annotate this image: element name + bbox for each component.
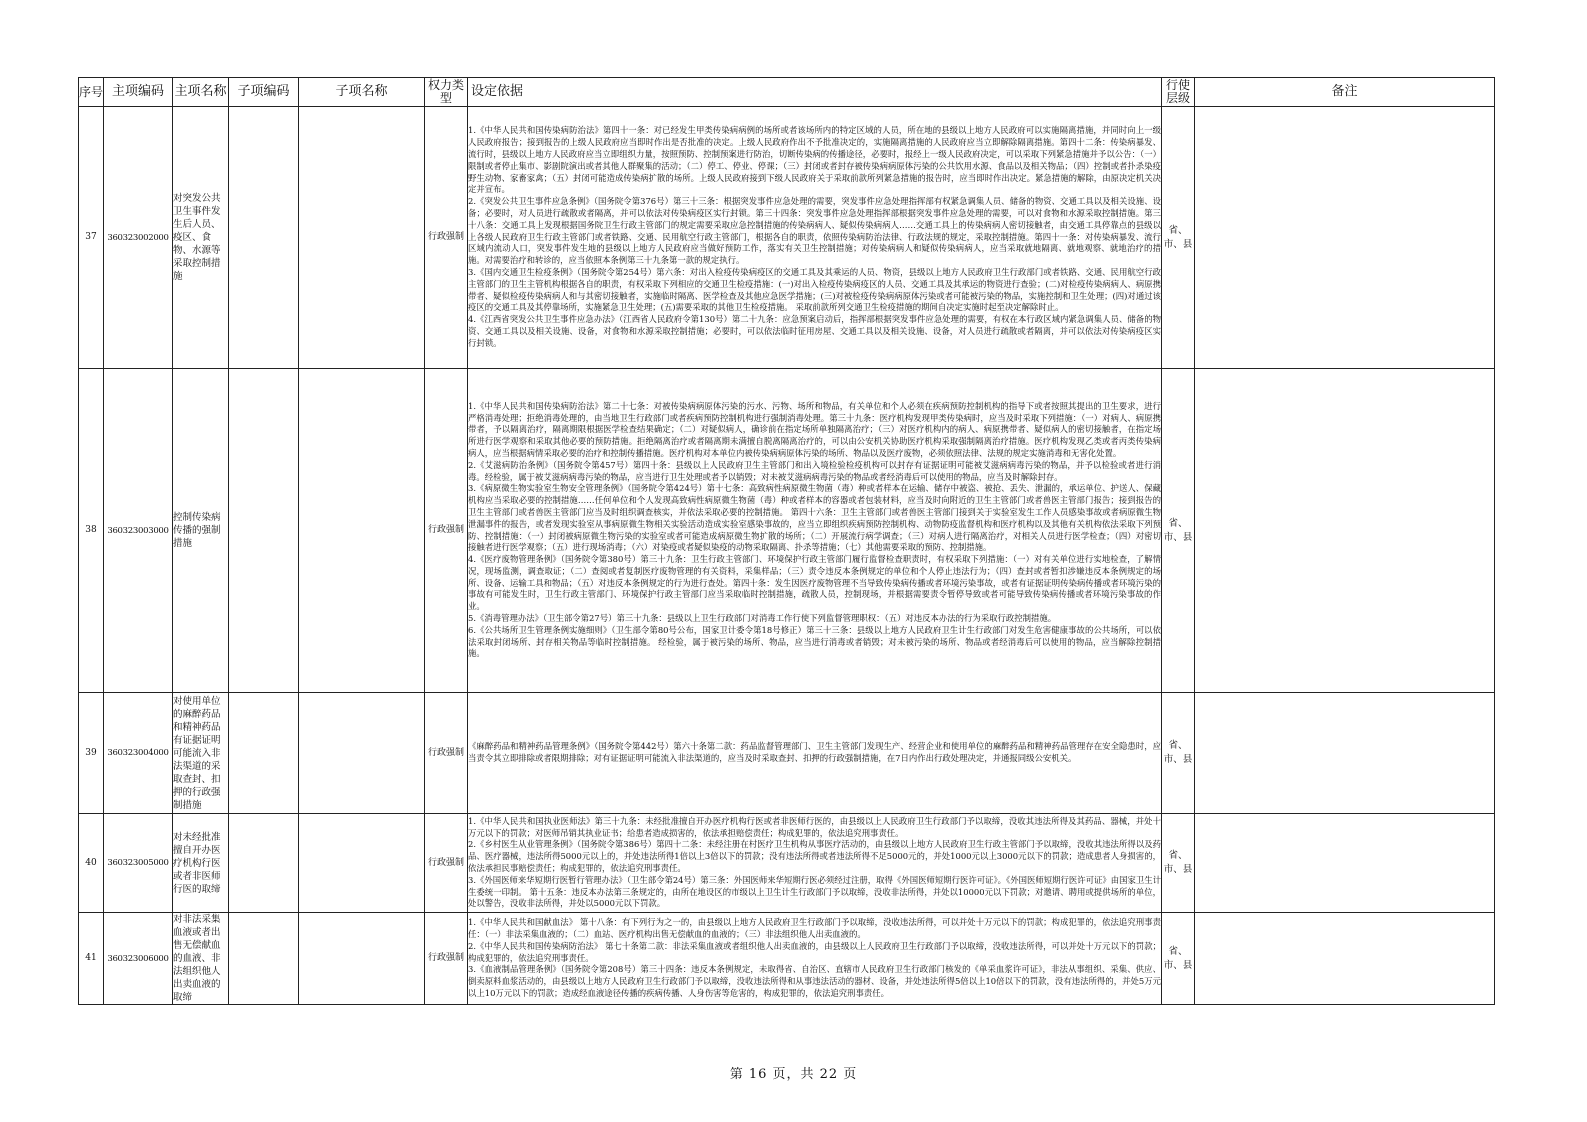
header-seq: 序号 — [79, 78, 104, 107]
basis-paragraph: 3.《外国医师来华短期行医暂行管理办法》（卫生部令第24号）第三条：外国医师来华短期行医必须经过注册，取得《外国医师短期行医许可证》。《外国医师短期行医许可证》由国家卫生计生委统一印制。 第十五条：违反本办法第三条规定的，由所在地设区的市级以上卫生计生行政部门予以取缔，没收非法所得，并处以10000元以下罚款；对邀请、聘用或提供场所的单位，处以警告，没收非法所得，并处以5000元以下罚款。 — [468, 874, 1161, 909]
row-seq: 38 — [79, 369, 104, 693]
row-sub-name — [299, 693, 425, 814]
basis-paragraph: 3.《病原微生物实验室生物安全管理条例》（国务院令第424号）第十七条：高致病性病原微生物菌（毒）种或者样本在运输、储存中被盗、被抢、丢失、泄漏的，承运单位、护送人、保藏机构应当采取必要的控制措施……任何单位和个人发现高致病性病原微生物菌（毒）种或者样本的容器或者包装材料，应当及时向附近的卫生主管部门或者兽医主管部门报告；接到报告的卫生主管部门或者兽医主管部门应当及时组织调查核实，并依法采取必要的控制措施。 第四十六条：卫生主管部门或者兽医主管部门接到关于实验室发生工作人员感染事故或者病原微生物泄漏事件的报告，或者发现实验室从事病原微生物相关实验活动造成实验室感染事故的，应当立即组织疾病预防控制机构、动物防疫监督机构和医疗机构以及其他有关机构依法采取下列预防、控制措施：（一）封闭被病原微生物污染的实验室或者可能造成病原微生物扩散的场所；（二）开展流行病学调查；（三）对病人进行隔离治疗，对相关人员进行医学检查；（四）对密切接触者进行医学观察；（五）进行现场消毒；（六）对染疫或者疑似染疫的动物采取隔离、扑杀等措施；（七）其他需要采取的预防、控制措施。 — [468, 483, 1161, 553]
row-basis — [468, 814, 1162, 913]
row-basis — [468, 693, 1162, 814]
basis-paragraph: 1.《中华人民共和国执业医师法》第三十九条：未经批准擅自开办医疗机构行医或者非医师行医的，由县级以上人民政府卫生行政部门予以取缔，没收其违法所得及其药品、器械，并处十万元以下的罚款；对医师吊销其执业证书；给患者造成损害的，依法承担赔偿责任；构成犯罪的，依法追究刑事责任。 — [468, 815, 1161, 838]
row-power-type: 行政强制 — [425, 369, 468, 693]
row-main-name: 对非法采集血液或者出售无偿献血的血液、非法组织他人出卖血液的取缔 — [173, 913, 229, 1005]
header-sub-name: 子项名称 — [299, 78, 425, 107]
header-sub-code: 子项编码 — [229, 78, 299, 107]
row-power-type: 行政强制 — [425, 913, 468, 1005]
row-sub-code — [229, 814, 299, 913]
table-row — [79, 107, 1495, 369]
table-row — [79, 693, 1495, 814]
basis-paragraph: 2.《艾滋病防治条例》（国务院令第457号）第四十条：县级以上人民政府卫生主管部门和出入境检验检疫机构可以封存有证据证明可能被艾滋病病毒污染的物品，并予以检验或者进行消毒。经检验，属于被艾滋病病毒污染的物品，应当进行卫生处理或者予以销毁；对未被艾滋病病毒污染的物品或者经消毒后可以使用的物品，应当及时解除封存。 — [468, 459, 1161, 482]
basis-paragraph: 2.《中华人民共和国传染病防治法》 第七十条第二款：非法采集血液或者组织他人出卖血液的，由县级以上人民政府卫生行政部门予以取缔，没收违法所得，可以并处十万元以下的罚款；构成犯罪的，依法追究刑事责任。 — [468, 940, 1161, 963]
basis-paragraph: 4.《江西省突发公共卫生事件应急办法》（江西省人民政府令第130号）第二十九条：应急预案启动后，指挥部根据突发事件应急处理的需要，有权在本行政区域内紧急调集人员、储备的物资、交通工具以及相关设施、设备，对食物和水源采取控制措施；必要时，可以依法临时征用房屋、交通工具以及相关设施、设备，对人员进行疏散或者隔离，并可以依法对传染病疫区实行封锁。 — [468, 314, 1161, 348]
row-main-code: 360323006000 — [104, 913, 173, 1005]
row-level: 省、市、县 — [1162, 913, 1195, 1005]
row-main-name: 对突发公共卫生事件发生后人员、疫区、食物、水源等采取控制措施 — [173, 107, 229, 369]
header-basis: 设定依据 — [468, 78, 1162, 107]
basis-paragraph: 5.《消毒管理办法》（卫生部令第27号）第三十九条：县级以上卫生行政部门对消毒工作行使下列监督管理职权：（五）对违反本办法的行为采取行政控制措施。 — [468, 613, 1057, 624]
row-main-code: 360323004000 — [104, 693, 173, 814]
basis-paragraph: 1.《中华人民共和国传染病防治法》第二十七条：对被传染病病原体污染的污水、污物、场所和物品，有关单位和个人必须在疾病预防控制机构的指导下或者按照其提出的卫生要求，进行严格消毒处理；拒绝消毒处理的，由当地卫生行政部门或者疾病预防控制机构进行强制消毒处理。第三十九条：医疗机构发现甲类传染病时，应当及时采取下列措施：（一）对病人、病原携带者，予以隔离治疗，隔离期限根据医学检查结果确定；（二）对疑似病人，确诊前在指定场所单独隔离治疗；（三）对医疗机构内的病人、病原携带者、疑似病人的密切接触者，在指定场所进行医学观察和采取其他必要的预防措施。拒绝隔离治疗或者隔离期未满擅自脱离隔离治疗的，可以由公安机关协助医疗机构采取强制隔离治疗措施。医疗机构发现乙类或者丙类传染病病人，应当根据病情采取必要的治疗和控制传播措施。医疗机构对本单位内被传染病病原体污染的场所、物品以及医疗废物，必须依照法律、法规的规定实施消毒和无害化处置。 — [468, 400, 1161, 458]
row-main-code: 360323005000 — [104, 814, 173, 913]
basis-paragraph: 1.《中华人民共和国传染病防治法》第四十一条：对已经发生甲类传染病病例的场所或者该场所内的特定区域的人员，所在地的县级以上地方人民政府可以实施隔离措施，并同时向上一级人民政府报告；接到报告的上级人民政府应当即时作出是否批准的决定。上级人民政府作出不予批准决定的，实施隔离措施的人民政府应当立即解除隔离措施。第四十二条：传染病暴发、流行时，县级以上地方人民政府应当立即组织力量，按照预防、控制预案进行防治，切断传染病的传播途径，必要时，报经上一级人民政府决定，可以采取下列紧急措施并予以公告：（一）限制或者停止集市、影剧院演出或者其他人群聚集的活动；（二）停工、停业、停课；（三）封闭或者封存被传染病病原体污染的公共饮用水源、食品以及相关物品；（四）控制或者扑杀染疫野生动物、家畜家禽；（五）封闭可能造成传染病扩散的场所。上级人民政府接到下级人民政府关于采取前款所列紧急措施的报告时，应当即时作出决定。紧急措施的解除，由原决定机关决定并宣布。 — [468, 125, 1161, 195]
row-sub-code — [229, 913, 299, 1005]
row-sub-name — [299, 369, 425, 693]
row-note — [1195, 913, 1495, 1005]
header-main-name: 主项名称 — [173, 78, 229, 107]
row-power-type: 行政强制 — [425, 107, 468, 369]
row-main-code: 360323002000 — [104, 107, 173, 369]
row-power-type: 行政强制 — [425, 693, 468, 814]
page-footer: 第 16 页，共 22 页 — [729, 1067, 858, 1082]
row-level: 省、市、县 — [1162, 693, 1195, 814]
row-basis — [468, 107, 1162, 369]
basis-paragraph: 2.《突发公共卫生事件应急条例》（国务院令第376号）第三十三条：根据突发事件应急处理的需要，突发事件应急处理指挥部有权紧急调集人员、储备的物资、交通工具以及相关设施、设备；必要时，对人员进行疏散或者隔离，并可以依法对传染病疫区实行封锁。第三十四条：突发事件应急处理指挥部根据突发事件应急处理的需要，可以对食物和水源采取控制措施。第三十八条：交通工具上发现根据国务院卫生行政主管部门的规定需要采取应急控制措施的传染病病人、疑似传染病病人……交通工具上的传染病病人密切接触者，由交通工具停靠点的县级以上各级人民政府卫生行政主管部门或者铁路、交通、民用航空行政主管部门，根据各自的职责，依照传染病防治法律、行政法规的规定，采取控制措施。第四十一条：对传染病暴发、流行区域内流动人口，突发事件发生地的县级以上地方人民政府应当做好预防工作，落实有关卫生控制措施；对传染病病人和疑似传染病病人，应当采取就地隔离、就地观察、就地治疗的措施。对需要治疗和转诊的，应当依照本条例第三十九条第一款的规定执行。 — [468, 196, 1161, 266]
power-list-table — [78, 77, 1495, 1005]
row-power-type: 行政强制 — [425, 814, 468, 913]
row-seq: 41 — [79, 913, 104, 1005]
row-sub-code — [229, 369, 299, 693]
row-seq: 39 — [79, 693, 104, 814]
header-power-type: 权力类型 — [425, 78, 468, 107]
row-sub-name — [299, 913, 425, 1005]
row-sub-name — [299, 814, 425, 913]
basis-paragraph: 6.《公共场所卫生管理条例实施细则》（卫生部令第80号公布，国家卫计委令第18号修正）第三十三条：县级以上地方人民政府卫生计生行政部门对发生危害健康事故的公共场所，可以依法采取封闭场所、封存相关物品等临时控制措施。 经检验，属于被污染的场所、物品，应当进行消毒或者销毁；对未被污染的场所、物品或者经消毒后可以使用的物品，应当解除控制措施。 — [468, 624, 1161, 659]
basis-paragraph: 1.《中华人民共和国献血法》 第十八条：有下列行为之一的，由县级以上地方人民政府卫生行政部门予以取缔，没收违法所得，可以并处十万元以下的罚款；构成犯罪的，依法追究刑事责任：（一）非法采集血液的；（二）血站、医疗机构出售无偿献血的血液的；（三）非法组织他人出卖血液的。 — [468, 917, 1161, 939]
header-main-code: 主项编码 — [104, 78, 173, 107]
row-sub-code — [229, 107, 299, 369]
basis-paragraph: 3.《国内交通卫生检疫条例》（国务院令第254号）第六条：对出入检疫传染病疫区的交通工具及其乘运的人员、物资，县级以上地方人民政府卫生行政部门或者铁路、交通、民用航空行政主管部门的卫生主管机构根据各自的职责，有权采取下列相应的交通卫生检疫措施：(一)对出入检疫传染病疫区的人员、交通工具及其承运的物资进行查验；(二)对检疫传染病病人、病原携带者、疑似检疫传染病病人和与其密切接触者，实施临时隔离、医学检查及其他应急医学措施；(三)对被检疫传染病病原体污染或者可能被污染的物品，实施控制和卫生处理；(四)对通过该疫区的交通工具及其停靠场所，实施紧急卫生处理；(五)需要采取的其他卫生检疫措施。 采取前款所列交通卫生检疫措施的期间自决定实施时起至决定解除时止。 — [468, 266, 1161, 313]
basis-paragraph: 4.《医疗废物管理条例》（国务院令第380号）第三十九条：卫生行政主管部门、环境保护行政主管部门履行监督检查职责时，有权采取下列措施：（一）对有关单位进行实地检查，了解情况，现场监测，调查取证；（二）查阅或者复制医疗废物管理的有关资料，采集样品；（三）责令违反本条例规定的单位和个人停止违法行为；（四）查封或者暂扣涉嫌违反本条例规定的场所、设备、运输工具和物品；（五）对违反本条例规定的行为进行查处。第四十条：发生因医疗废物管理不当导致传染病传播或者环境污染事故，或者有证据证明传染病传播或者环境污染的事故有可能发生时，卫生行政主管部门、环境保护行政主管部门应当采取临时控制措施，疏散人员，控制现场，并根据需要责令暂停导致或者可能导致传染病传播或者环境污染事故的作业。 — [468, 554, 1161, 612]
row-seq: 40 — [79, 814, 104, 913]
row-sub-name — [299, 107, 425, 369]
row-note — [1195, 693, 1495, 814]
row-main-name: 控制传染病传播的强制措施 — [173, 369, 229, 693]
table-row — [79, 913, 1495, 1005]
table-row — [79, 814, 1495, 913]
row-sub-code — [229, 693, 299, 814]
row-level: 省、市、县 — [1162, 107, 1195, 369]
row-note — [1195, 107, 1495, 369]
row-basis — [468, 369, 1162, 693]
row-level: 省、市、县 — [1162, 814, 1195, 913]
row-main-name: 对未经批准擅自开办医疗机构行医或者非医师行医的取缔 — [173, 814, 229, 913]
row-seq: 37 — [79, 107, 104, 369]
table-header-row — [79, 78, 1495, 107]
basis-paragraph: 2.《乡村医生从业管理条例》（国务院令第386号）第四十二条：未经注册在村医疗卫生机构从事医疗活动的，由县级以上地方人民政府卫生行政主管部门予以取缔，没收其违法所得以及药品、医疗器械，违法所得5000元以上的，并处违法所得1倍以上3倍以下的罚款；没有违法所得或者违法所得不足5000元的，并处1000元以上3000元以下的罚款；造成患者人身损害的，依法承担民事赔偿责任；构成犯罪的，依法追究刑事责任。 — [468, 839, 1161, 873]
row-main-code: 360323003000 — [104, 369, 173, 693]
header-note: 备注 — [1195, 78, 1495, 107]
row-note — [1195, 814, 1495, 913]
row-note — [1195, 369, 1495, 693]
table-row — [79, 369, 1495, 693]
basis-paragraph: 《麻醉药品和精神药品管理条例》（国务院令第442号）第六十条第二款：药品监督管理部门、卫生主管部门发现生产、经营企业和使用单位的麻醉药品和精神药品管理存在安全隐患时，应当责令其立即排除或者限期排除；对有证据证明可能流入非法渠道的，应当及时采取查封、扣押的行政强制措施，在7日内作出行政处理决定，并通报同级公安机关。 — [468, 741, 1161, 763]
row-basis — [468, 913, 1162, 1005]
header-level: 行使层级 — [1162, 78, 1195, 107]
row-level: 省、市、县 — [1162, 369, 1195, 693]
row-main-name: 对使用单位的麻醉药品和精神药品有证据证明可能流入非法渠道的采取查封、扣押的行政强制措施 — [173, 693, 229, 814]
basis-paragraph: 3.《血液制品管理条例》（国务院令第208号）第三十四条：违反本条例规定，未取得省、自治区、直辖市人民政府卫生行政部门核发的《单采血浆许可证》，非法从事组织、采集、供应、倒卖原料血浆活动的，由县级以上地方人民政府卫生行政部门予以取缔，没收违法所得和从事违法活动的器材、设备，并处违法所得5倍以上10倍以下的罚款，没有违法所得的，并处5万元以上10万元以下的罚款；造成经血液途径传播的疾病传播、人身伤害等危害的，构成犯罪的，依法追究刑事责任。 — [468, 964, 1161, 998]
